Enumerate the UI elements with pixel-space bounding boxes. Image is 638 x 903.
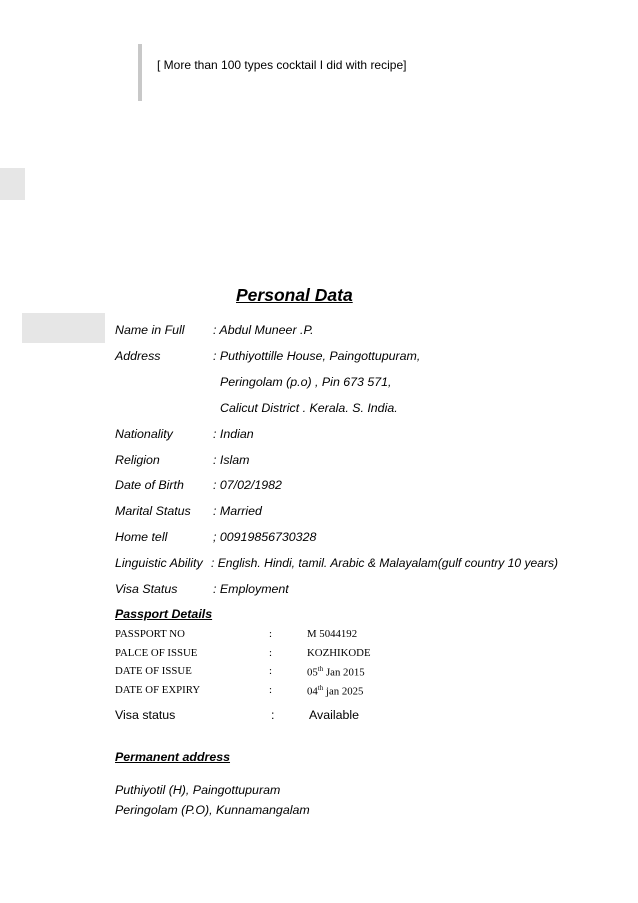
colon: : (269, 628, 272, 640)
dob-label: Date of Birth (115, 478, 184, 492)
page-title: Personal Data (236, 285, 353, 305)
home-tel-value: ; 00919856730328 (213, 530, 317, 544)
linguistic-value: : English. Hindi, tamil. Arabic & Malayalam(gulf country 10 years) (211, 556, 559, 570)
permanent-address-line-2: Peringolam (P.O), Kunnamangalam (115, 803, 310, 817)
home-tel-label: Home tell (115, 530, 168, 544)
date-of-issue-label: DATE OF ISSUE (115, 665, 192, 677)
date-of-expiry-value: 04th jan 2025 (307, 684, 364, 698)
passport-no-value: M 5044192 (307, 628, 358, 640)
left-margin-bar (138, 44, 142, 101)
religion-label: Religion (115, 453, 160, 467)
date-of-issue-value: 05th Jan 2015 (307, 665, 365, 679)
marital-value: : Married (213, 504, 262, 518)
colon: : (271, 708, 275, 722)
gray-margin-block (0, 168, 25, 200)
date-of-expiry-label: DATE OF EXPIRY (115, 684, 201, 696)
colon: : (269, 665, 272, 677)
gray-margin-block (22, 313, 105, 343)
address-line-3: Calicut District . Kerala. S. India. (220, 401, 398, 415)
permanent-address-heading: Permanent address (115, 750, 231, 764)
name-value: : Abdul Muneer .P. (213, 323, 314, 337)
linguistic-label: Linguistic Ability (115, 556, 203, 570)
place-of-issue-label: PALCE OF ISSUE (115, 647, 198, 659)
visa-value: Available (309, 708, 360, 722)
nationality-value: : Indian (213, 427, 254, 441)
address-label: Address (115, 349, 161, 363)
permanent-address-line-1: Puthiyotil (H), Paingottupuram (115, 783, 281, 797)
address-line-2: Peringolam (p.o) , Pin 673 571, (220, 375, 392, 389)
religion-value: : Islam (213, 453, 250, 467)
place-of-issue-value: KOZHIKODE (307, 647, 371, 659)
nationality-label: Nationality (115, 427, 173, 441)
cocktail-note: [ More than 100 types cocktail I did with recipe] (157, 58, 407, 72)
visa-status-value: : Employment (213, 582, 289, 596)
visa-status-label: Visa Status (115, 582, 178, 596)
marital-label: Marital Status (115, 504, 191, 518)
dob-value: : 07/02/1982 (213, 478, 282, 492)
passport-no-label: PASSPORT NO (115, 628, 185, 640)
passport-heading: Passport Details (115, 607, 213, 621)
address-line-1: : Puthiyottille House, Paingottupuram, (213, 349, 421, 363)
colon: : (269, 684, 272, 696)
colon: : (269, 647, 272, 659)
visa-label: Visa status (115, 708, 176, 722)
name-label: Name in Full (115, 323, 185, 337)
